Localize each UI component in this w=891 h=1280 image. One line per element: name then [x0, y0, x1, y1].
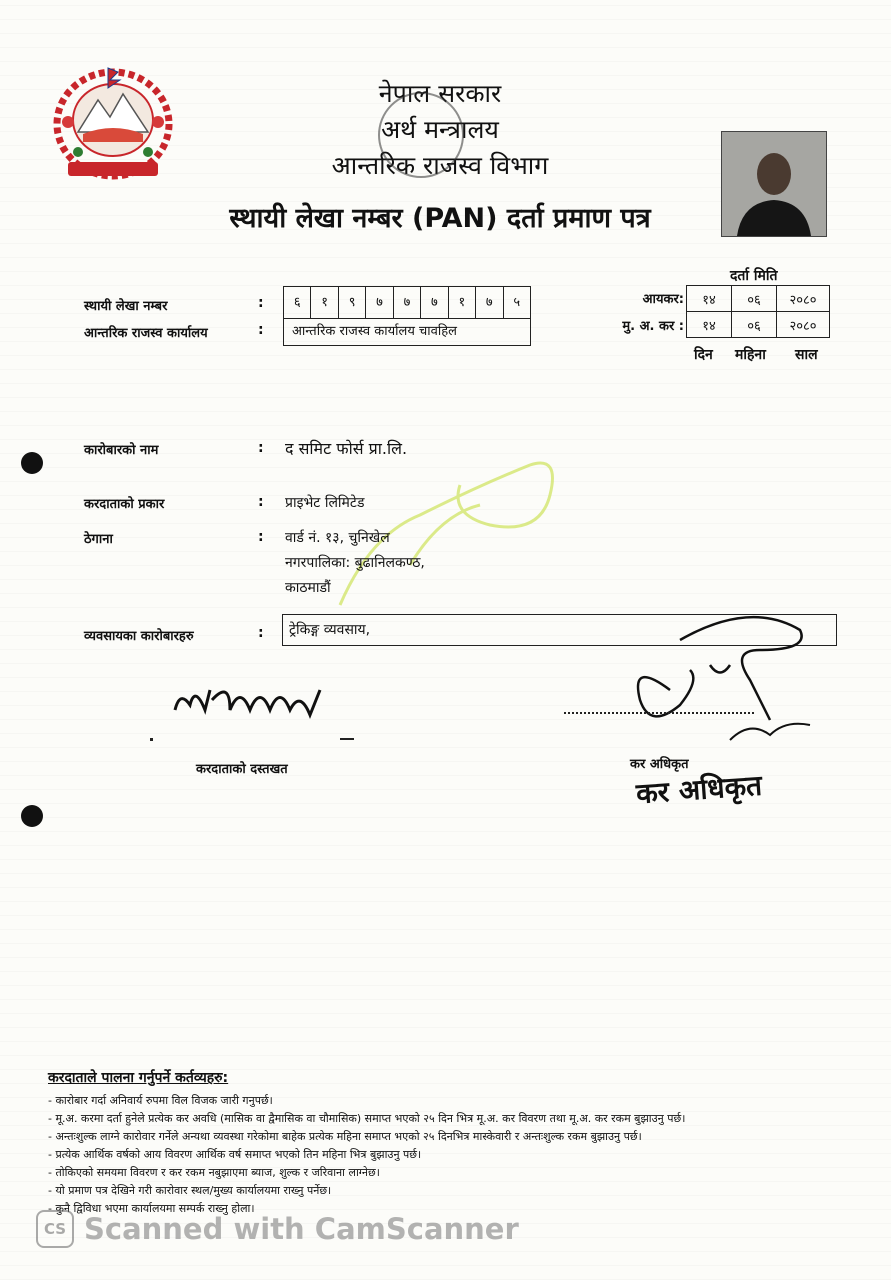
dash-mark	[340, 738, 354, 740]
registration-date-title: दर्ता मिति	[730, 268, 778, 284]
duty-item: - मू.अ. करमा दर्ता हुनेले प्रत्येक कर अवधि (मासिक वा द्वैमासिक वा चौमासिक) समाप्त भएको २५ दिन भित्र मू.अ. कर विवरण तथा मू.अ. कर रकम बुझाउनु पर्छ।	[48, 1112, 686, 1125]
income-tax-month: ०६	[732, 286, 777, 312]
punch-hole	[21, 452, 43, 474]
vat-month: ०६	[732, 312, 777, 338]
officer-signature	[610, 610, 830, 750]
duty-item: - अन्तःशुल्क लाग्ने कारोवार गर्नेले अन्यथा व्यवस्था गरेकोमा बाहेक प्रत्येक महिना समाप्त भएको २५ दिनभित्र मास्केवारी र अन्तःशुल्क रकम बुझाउनु पर्छ।	[48, 1130, 642, 1143]
table-row	[687, 286, 830, 312]
pan-digit: १	[311, 287, 338, 318]
duty-item: - प्रत्येक आर्थिक वर्षको आय विवरण आर्थिक वर्ष समाप्त भएको तिन महिना भित्र बुझाउनु पर्छ।	[48, 1148, 422, 1161]
address-line-1: वार्ड नं. १३, चुनिखेल	[285, 530, 390, 546]
taxpayer-signature-label: करदाताको दस्तखत	[196, 762, 288, 777]
camscanner-text: Scanned with CamScanner	[84, 1212, 519, 1246]
income-tax-label: आयकर:	[642, 292, 684, 307]
officer-signature-line	[564, 712, 754, 714]
pan-label: स्थायी लेखा नम्बर	[84, 299, 168, 314]
office-seal-icon	[378, 92, 464, 178]
col-day-label: दिन	[694, 347, 713, 363]
header-line-1: नेपाल सरकार	[378, 79, 502, 108]
punch-hole	[21, 805, 43, 827]
office-label: आन्तरिक राजस्व कार्यालय	[84, 326, 208, 341]
pan-colon: :	[258, 295, 264, 311]
registration-date-table	[686, 285, 830, 338]
business-activities-colon: :	[258, 625, 264, 641]
officer-stamp: कर अधिकृत	[635, 768, 764, 811]
pan-digit: ७	[421, 287, 448, 318]
taxpayer-type-value: प्राइभेट लिमिटेड	[285, 495, 365, 511]
camscanner-watermark	[36, 1210, 519, 1248]
nepal-emblem-icon	[48, 62, 178, 187]
office-colon: :	[258, 322, 264, 338]
duty-item: - कुनै द्विविधा भएमा कार्यालयमा सम्पर्क राख्नु होला।	[48, 1202, 255, 1215]
pan-digit: ६	[284, 287, 311, 318]
duty-item: - तोकिएको समयमा विवरण र कर रकम नबुझाएमा ब्याज, शुल्क र जरिवाना लाग्नेछ।	[48, 1166, 380, 1179]
vat-day: १४	[687, 312, 732, 338]
table-row	[687, 312, 830, 338]
vat-year: २०८०	[777, 312, 830, 338]
pan-digit: ७	[394, 287, 421, 318]
business-name-label: कारोबारको नाम	[84, 443, 159, 458]
taxpayer-type-label: करदाताको प्रकार	[84, 497, 165, 512]
taxpayer-signature	[170, 670, 330, 730]
duties-title: करदाताले पालना गर्नुपर्ने कर्तव्यहरु:	[48, 1070, 229, 1086]
business-name-colon: :	[258, 440, 264, 456]
camscanner-icon: CS	[36, 1210, 74, 1248]
office-value: आन्तरिक राजस्व कार्यालय चावहिल	[283, 318, 531, 346]
pan-digit: ९	[339, 287, 366, 318]
business-name-value: द समिट फोर्स प्रा.लि.	[285, 439, 408, 458]
business-activities-label: व्यवसायका कारोबारहरु	[84, 629, 194, 644]
col-month-label: महिना	[735, 347, 766, 363]
vat-label: मु. अ. कर :	[622, 319, 684, 334]
pan-digit: ७	[476, 287, 503, 318]
header-line-2: अर्थ मन्त्रालय	[381, 115, 499, 144]
certificate-title: स्थायी लेखा नम्बर (PAN) दर्ता प्रमाण पत्र	[229, 203, 651, 234]
duty-item: - यो प्रमाण पत्र देखिने गरी कारोवार स्थल/मुख्य कार्यालयमा राख्नु पर्नेछ।	[48, 1184, 332, 1197]
pan-digit: १	[449, 287, 476, 318]
dot-mark	[150, 738, 153, 741]
address-colon: :	[258, 529, 264, 545]
pan-digit: ७	[366, 287, 393, 318]
income-tax-day: १४	[687, 286, 732, 312]
officer-label: कर अधिकृत	[630, 757, 689, 772]
header-line-3: आन्तरिक राजस्व विभाग	[331, 151, 549, 180]
duty-item: - कारोबार गर्दा अनिवार्य रुपमा विल विजक जारी गनुपर्छ।	[48, 1094, 273, 1107]
taxpayer-photo	[721, 131, 827, 237]
pan-number-box	[283, 286, 531, 318]
address-line-3: काठमाडौं	[285, 580, 331, 596]
address-label: ठेगाना	[84, 532, 113, 547]
income-tax-year: २०८०	[777, 286, 830, 312]
col-year-label: साल	[795, 347, 818, 363]
pan-digit: ५	[513, 295, 521, 310]
taxpayer-type-colon: :	[258, 494, 264, 510]
business-activities-value: ट्रेकिङ्ग व्यवसाय,	[282, 614, 837, 646]
address-line-2: नगरपालिका: बुढानिलकण्ठ,	[285, 555, 425, 571]
